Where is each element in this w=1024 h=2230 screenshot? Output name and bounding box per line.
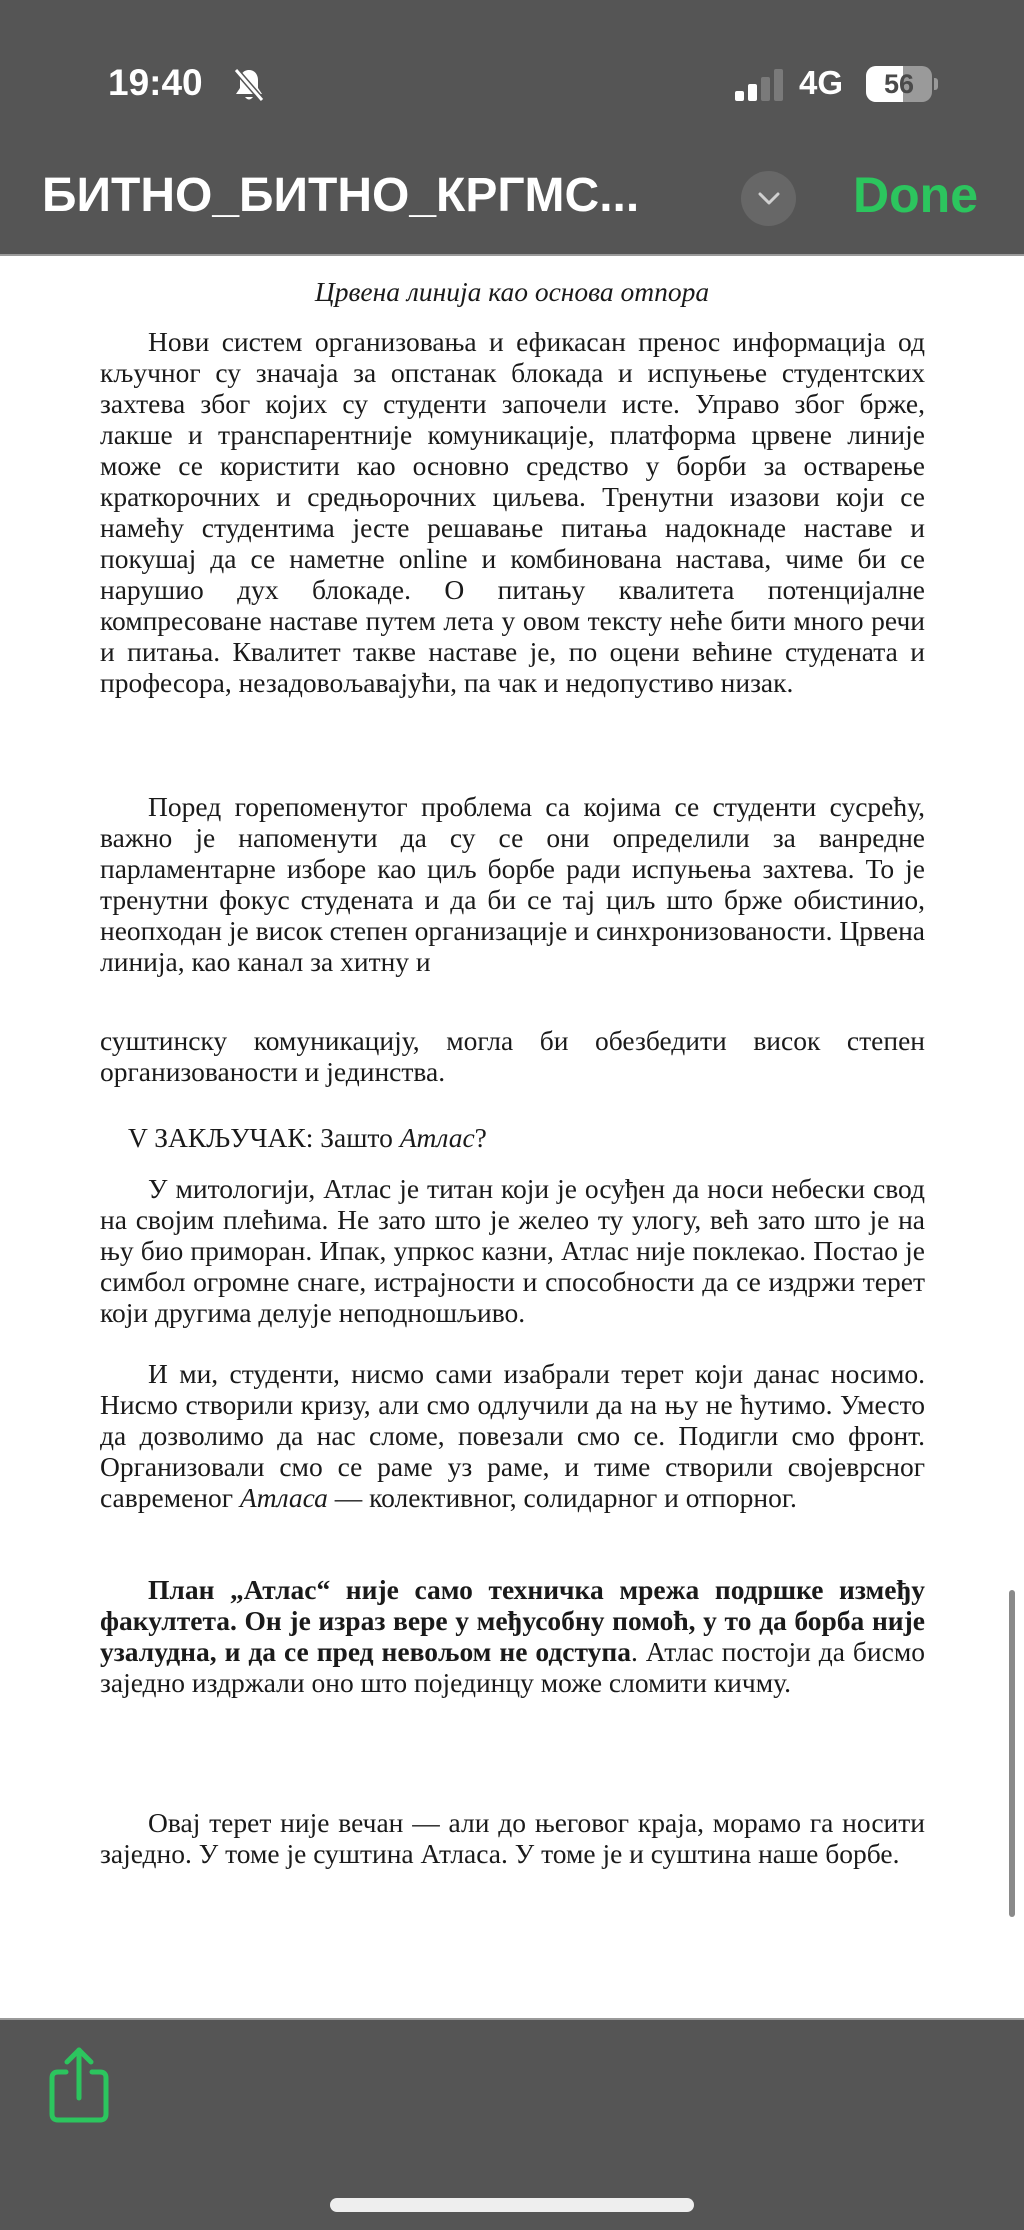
paragraph-text: У митологији, Атлас је титан који је осуђен да носи небески свод на својим плећима. Не зато што је желео ту улогу, већ зато што је на њу био приморан. Ипак, упркос казни, Атлас није поклекао. Постао је симбол огромне снаге, истрајности и способности да се издржи терет који другима делује неподношљиво. [100,1173,925,1328]
top-bar [0,0,1024,255]
bottom-toolbar [0,2018,1024,2230]
paragraph-bold-text: План „Атлас“ није само техничка мрежа подршке између факултета. Он је израз вере у међусобну помоћ, у то да борба није узалудна, и да се пред невољом не одступа [100,1574,925,1667]
heading-prefix: V ЗАКЉУЧАК: Зашто [128,1122,400,1153]
signal-bar [774,69,783,101]
scrollbar[interactable] [1009,1590,1015,1917]
heading-suffix: ? [474,1122,487,1153]
chevron-down-icon [757,191,781,207]
paragraph [100,1807,925,1869]
status-time: 19:40 [108,62,203,103]
paragraph-text: Поред горепоменутог проблема са којима се студенти сусрећу, важно је напоменути да су се они определили за ванредне парламентарне изборе као циљ борбе ради испуњења захтева. То је тренутни фокус студената и да би се тај циљ што брже обистинио, неопходан је висок степен организације и синхронизованости. Црвена линија, као канал за хитну и [100,791,925,977]
document-title: БИТНО_БИТНО_КРГМС... [42,169,640,222]
signal-bar [735,91,744,101]
paragraph-text: суштинску комуникацију, могла би обезбедити висок степен организованости и јединства. [100,1025,925,1087]
network-type: 4G [799,64,844,101]
section-subtitle: Црвена линија као основа отпора [314,276,710,307]
paragraph [100,1025,925,1087]
battery-percent: 56 [883,68,915,99]
header-divider [0,254,1024,256]
paragraph [100,791,925,977]
conclusion-heading [128,1122,487,1153]
paragraph [100,1173,925,1328]
heading-emphasis: Атлас [399,1122,475,1153]
document-page[interactable] [0,256,1024,2018]
paragraph [100,326,925,698]
title-menu-button[interactable] [741,171,796,226]
paragraph [100,1574,925,1698]
done-button[interactable]: Done [853,167,978,223]
signal-bar [748,84,757,101]
share-icon[interactable] [44,2042,114,2127]
paragraph [100,1358,925,1513]
home-indicator[interactable] [330,2198,694,2212]
battery-icon [866,66,932,102]
paragraph-text: . Атлас постоји да бисмо заједно издржали оно што појединцу може сломити кичму. [100,1636,925,1698]
paragraph-text: — колективног, солидарног и отпорног. [327,1482,797,1513]
cellular-signal-icon [733,69,785,101]
paragraph-emphasis: Атласа [239,1482,328,1513]
paragraph-text: Овај терет није вечан — али до његовог краја, морамо га носити заједно. У томе је суштина Атласа. У томе је и суштина наше борбе. [100,1807,925,1869]
bell-slash-icon [232,66,266,104]
battery-nub [934,78,938,90]
signal-bar [761,77,770,101]
paragraph-text: Нови систем организовања и ефикасан пренос информација од кључног су значаја за опстанак блокада и испуњење студентских захтева због којих су студенти започели исте. Управо због брже, лакше и транспарентније комуникације, платформа црвене линије може се користити као основно средство у борби за остварење краткорочних и средњорочних циљева. Тренутни изазови који се намећу студентима јесте решавање питања надокнаде наставе и покушај да се наметне online и комбинована настава, чиме би се нарушио дух блокаде. О питању квалитета потенцијалне компресоване наставе путем лета у овом тексту неће бити много речи и питања. Квалитет такве наставе је, по оцени већине студената и професора, незадовољавајући, па чак и недопустиво низак. [100,326,925,698]
paragraph-text: И ми, студенти, нисмо сами изабрали терет који данас носимо. Нисмо створили кризу, али смо одлучили да на њу не ћутимо. Уместо да дозволимо да нас сломе, повезали смо се. Подигли смо фронт. Организовали смо се раме уз раме, и тиме створили својеврсног савременог [100,1358,925,1513]
